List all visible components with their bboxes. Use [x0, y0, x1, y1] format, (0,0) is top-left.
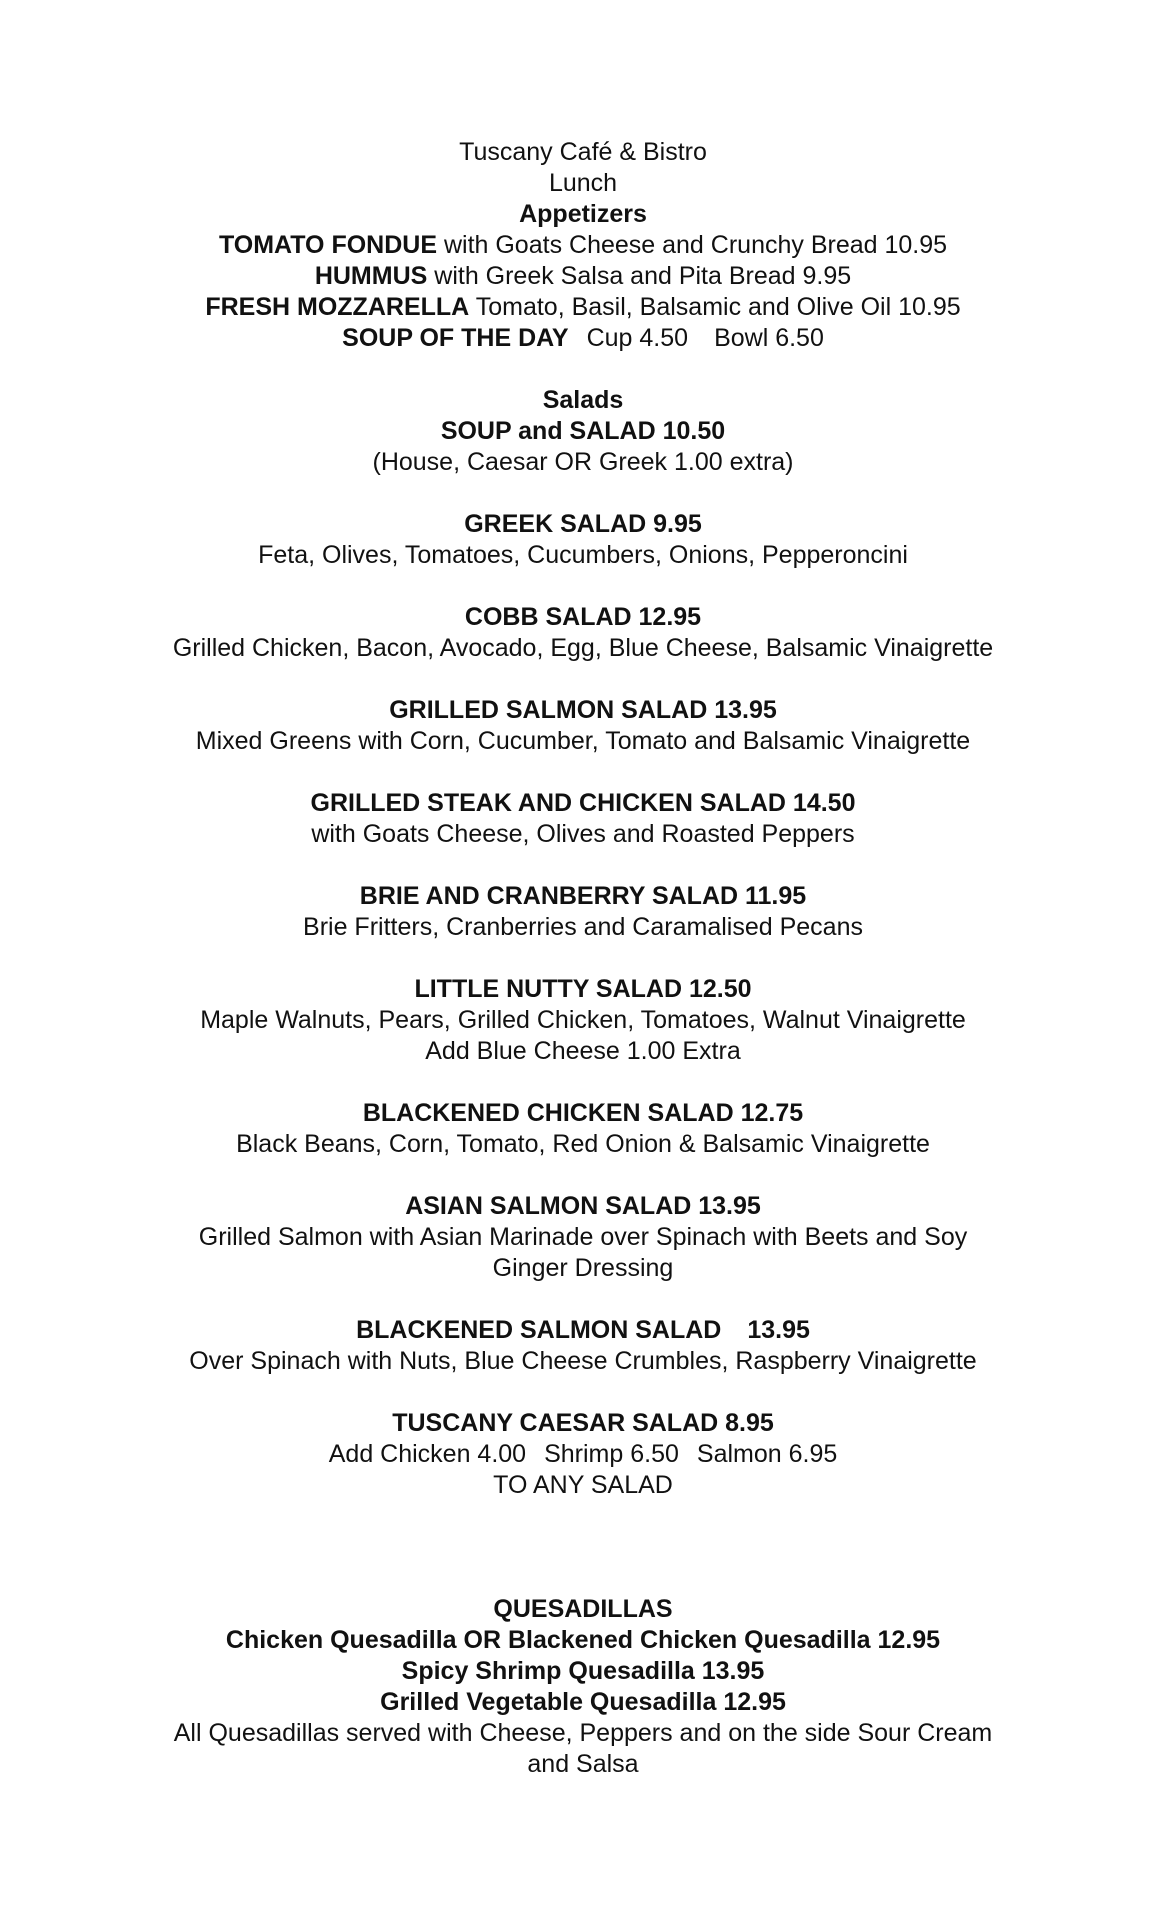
salad-desc: Mixed Greens with Corn, Cucumber, Tomato and Balsamic Vinaigrette	[195, 727, 971, 755]
meal-title: Lunch	[548, 169, 618, 197]
salad-desc: with Goats Cheese, Olives and Roasted Peppers	[311, 820, 855, 848]
salad-desc: Grilled Chicken, Bacon, Avocado, Egg, Blue Cheese, Balsamic Vinaigrette	[172, 634, 994, 662]
salad-title-price: 13.95	[747, 1316, 810, 1344]
addon-salmon: Salmon 6.95	[696, 1440, 838, 1468]
addon-chicken: Add Chicken 4.00	[328, 1440, 527, 1468]
quesadilla-item: Grilled Vegetable Quesadilla 12.95	[380, 1688, 786, 1716]
salad-addons	[0, 1439, 1166, 1470]
salad-desc: Ginger Dressing	[492, 1254, 674, 1282]
quesadilla-item: Spicy Shrimp Quesadilla 13.95	[401, 1657, 765, 1685]
appetizers-heading: Appetizers	[519, 200, 647, 228]
restaurant-name: Tuscany Café & Bistro	[459, 138, 707, 166]
salad-title: GRILLED SALMON SALAD 13.95	[389, 696, 777, 724]
appetizer-desc: Tomato, Basil, Balsamic and Olive Oil 10.95	[469, 293, 961, 321]
salad-title: GREEK SALAD 9.95	[464, 510, 702, 538]
salad-title: LITTLE NUTTY SALAD 12.50	[414, 975, 752, 1003]
salad-title: SOUP and SALAD 10.50	[440, 417, 726, 445]
salad-title: ASIAN SALMON SALAD 13.95	[405, 1192, 761, 1220]
appetizer-name: TOMATO FONDUE	[218, 231, 438, 259]
appetizer-desc: with Greek Salsa and Pita Bread 9.95	[427, 262, 852, 290]
appetizer-name: FRESH MOZZARELLA	[205, 293, 470, 321]
quesadilla-item: Chicken Quesadilla OR Blackened Chicken Quesadilla 12.95	[225, 1626, 941, 1654]
salad-desc: TO ANY SALAD	[493, 1471, 673, 1499]
salad-title: BLACKENED CHICKEN SALAD 12.75	[362, 1099, 804, 1127]
salad-desc: Maple Walnuts, Pears, Grilled Chicken, Tomatoes, Walnut Vinaigrette	[200, 1006, 966, 1034]
appetizer-name: HUMMUS	[314, 262, 428, 290]
appetizer-item	[0, 323, 1166, 354]
addon-shrimp: Shrimp 6.50	[544, 1440, 679, 1468]
salad-title: GRILLED STEAK AND CHICKEN SALAD 14.50	[310, 789, 856, 817]
salad-desc: Brie Fritters, Cranberries and Caramalised Pecans	[303, 913, 863, 941]
salads-heading: Salads	[542, 386, 624, 414]
salad-title: BRIE AND CRANBERRY SALAD 11.95	[359, 882, 807, 910]
salad-desc: Add Blue Cheese 1.00 Extra	[425, 1037, 741, 1065]
salad-desc: Grilled Salmon with Asian Marinade over Spinach with Beets and Soy	[198, 1223, 968, 1251]
salad-desc: Over Spinach with Nuts, Blue Cheese Crumbles, Raspberry Vinaigrette	[189, 1347, 977, 1375]
salad-title: TUSCANY CAESAR SALAD 8.95	[392, 1409, 774, 1437]
quesadilla-note: All Quesadillas served with Cheese, Peppers and on the side Sour Cream and Salsa	[173, 1719, 993, 1778]
appetizer-item	[0, 230, 1166, 261]
salad-title	[0, 1315, 1166, 1346]
salad-title: COBB SALAD 12.95	[464, 603, 702, 631]
appetizer-item	[0, 292, 1166, 323]
salad-title-name: BLACKENED SALMON SALAD	[356, 1316, 722, 1344]
quesadillas-heading: QUESADILLAS	[493, 1595, 673, 1623]
salad-desc: Black Beans, Corn, Tomato, Red Onion & Balsamic Vinaigrette	[236, 1130, 930, 1158]
salad-desc: (House, Caesar OR Greek 1.00 extra)	[372, 448, 794, 476]
soup-cup-price: Cup 4.50	[586, 324, 689, 352]
appetizer-name: SOUP OF THE DAY	[342, 324, 569, 352]
salad-desc: Feta, Olives, Tomatoes, Cucumbers, Onions, Pepperoncini	[258, 541, 908, 569]
soup-bowl-price: Bowl 6.50	[714, 324, 824, 352]
menu-page	[0, 137, 1166, 1780]
appetizer-desc: with Goats Cheese and Crunchy Bread 10.95	[437, 231, 948, 259]
appetizer-item	[0, 261, 1166, 292]
